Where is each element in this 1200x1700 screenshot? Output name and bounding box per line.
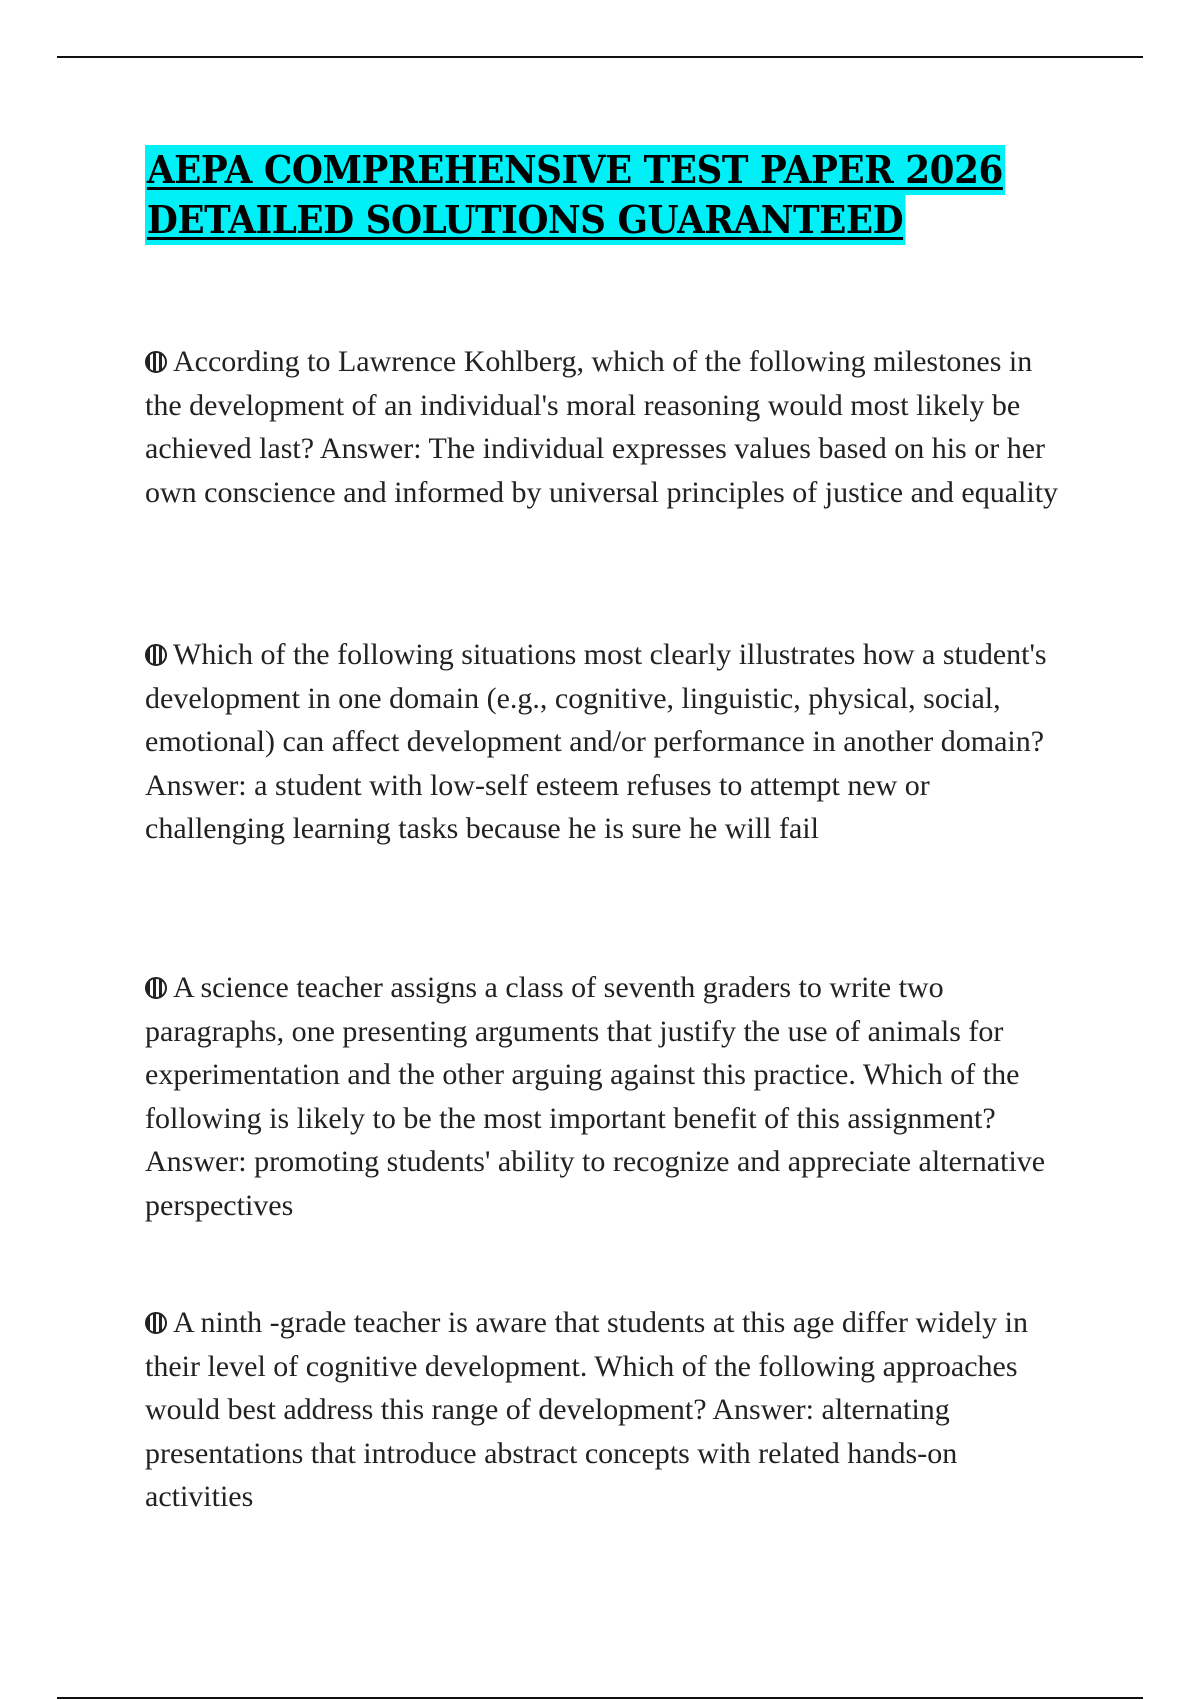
circle-bullet-icon	[145, 644, 167, 666]
question-text: According to Lawrence Kohlberg, which of the following milestones in the development of an individual's moral reasoning would most likely be achieved last? Answer: The individual expresses values based on his or her own conscience and informed by universal principles of justice and equality	[145, 345, 1059, 509]
title-line-1: AEPA COMPREHENSIVE TEST PAPER 2026	[145, 145, 1005, 195]
title-line-2: DETAILED SOLUTIONS GUARANTEED	[145, 195, 905, 245]
circle-bullet-icon	[145, 351, 167, 373]
question-text: A ninth -grade teacher is aware that students at this age differ widely in their level of cognitive development. Which of the following approaches would best address this range of development? Answer: alternating presentations that introduce abstract concepts with related hands-on activities	[145, 1306, 1028, 1513]
question-item	[145, 340, 1065, 514]
document-title	[145, 145, 1085, 245]
bottom-divider	[57, 1697, 1143, 1699]
question-text: A science teacher assigns a class of seventh graders to write two paragraphs, one presenting arguments that justify the use of animals for experimentation and the other arguing against this practice. Which of the following is likely to be the most important benefit of this assignment? Answer: promoting students' ability to recognize and appreciate alternative perspectives	[145, 971, 1046, 1222]
question-item	[145, 966, 1065, 1227]
circle-bullet-icon	[145, 1312, 167, 1334]
question-item	[145, 633, 1065, 851]
top-divider	[57, 56, 1143, 58]
question-text: Which of the following situations most clearly illustrates how a student's development in one domain (e.g., cognitive, linguistic, physical, social, emotional) can affect development and/or performance in another domain? Answer: a student with low-self esteem refuses to attempt new or challenging learning tasks because he is sure he will fail	[145, 638, 1047, 845]
question-item	[145, 1301, 1065, 1519]
circle-bullet-icon	[145, 977, 167, 999]
